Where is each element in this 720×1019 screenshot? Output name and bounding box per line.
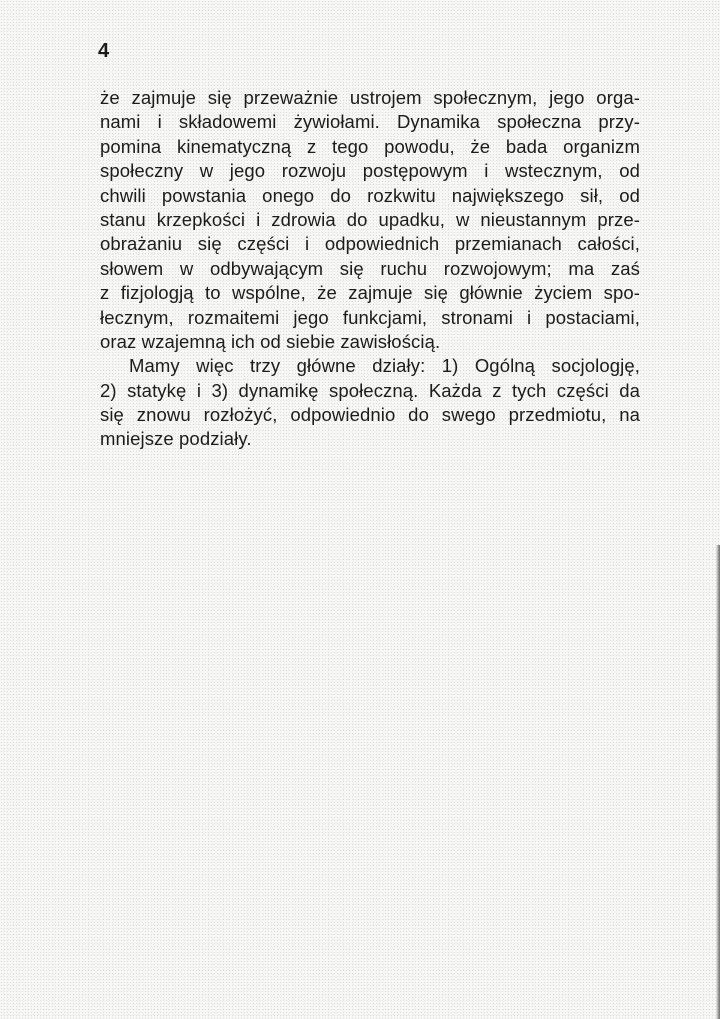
text-line: oraz wzajemną ich od siebie zawisłością.	[100, 330, 441, 352]
text-line: mniejsze podziały.	[100, 428, 252, 450]
text-line: obrażaniu się części i odpowiednich przemianach całości,	[100, 233, 640, 255]
text-line: nami i składowemi żywiołami. Dynamika społeczna przy-	[100, 111, 640, 133]
text-line: 2) statykę i 3) dynamikę społeczną. Każda z tych części da	[100, 379, 640, 401]
text-line: że zajmuje się przeważnie ustrojem społecznym, jego orga-	[100, 87, 640, 108]
text-line: chwili powstania onego do rozkwitu największego sił, od	[100, 184, 640, 206]
text-line: pomina kinematyczną z tego powodu, że bada organizm	[100, 135, 640, 157]
page-number: 4	[98, 40, 110, 62]
text-line: stanu krzepkości i zdrowia do upadku, w nieustannym prze-	[100, 208, 640, 230]
text-line: Mamy więc trzy główne działy: 1) Ogólną socjologję,	[129, 355, 640, 377]
text-line: społeczny w jego rozwoju postępowym i wstecznym, od	[100, 160, 640, 182]
text-line: z fizjologją to wspólne, że zajmuje się głównie życiem spo-	[100, 282, 640, 304]
body-text	[100, 86, 640, 452]
page-edge-shadow	[716, 545, 720, 1019]
paragraph-1	[100, 86, 640, 354]
text-line: łecznym, rozmaitemi jego funkcjami, stronami i postaciami,	[100, 306, 640, 328]
text-line: słowem w odbywającym się ruchu rozwojowym; ma zaś	[100, 257, 640, 279]
paragraph-2	[100, 354, 640, 452]
text-line: się znowu rozłożyć, odpowiednio do swego przedmiotu, na	[100, 404, 640, 426]
